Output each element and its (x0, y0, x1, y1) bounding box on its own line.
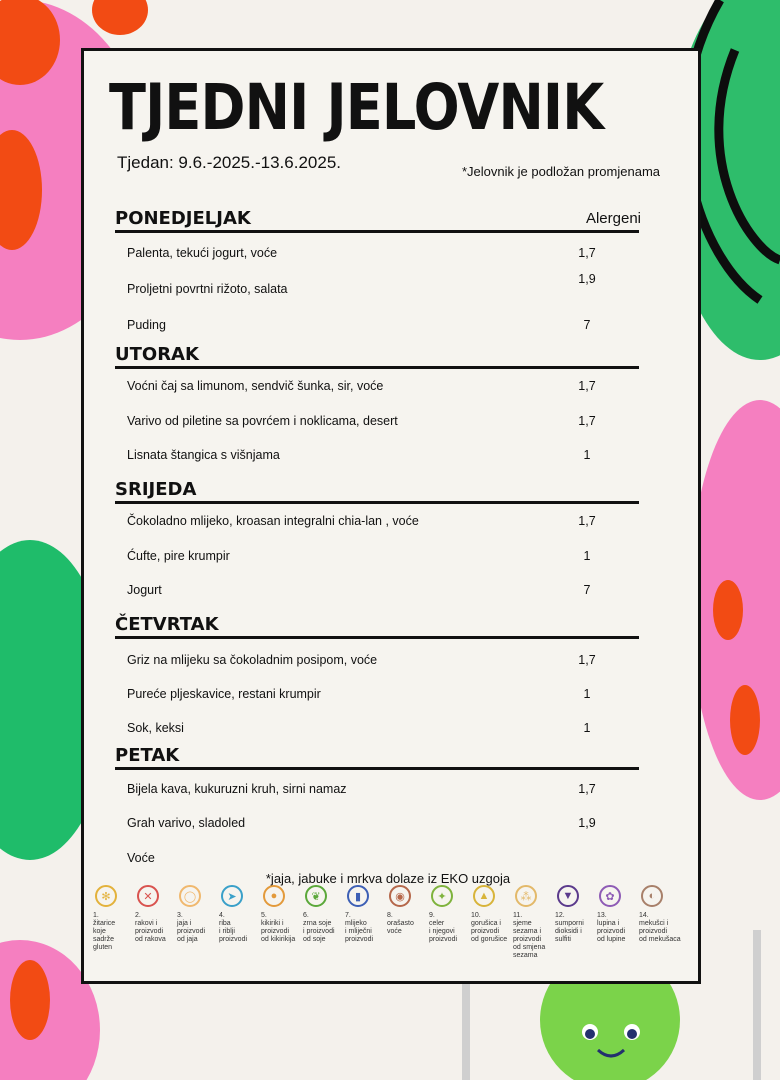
allergen-legend-item (387, 885, 429, 936)
allergen-codes: 1 (583, 549, 591, 563)
allergen-legend-item (93, 885, 135, 952)
allergen-label: 14. mekušci i proizvodi od mekušaca (639, 912, 681, 943)
fish-icon: ➤ (221, 885, 243, 907)
allergen-codes: 1 (583, 721, 591, 735)
dish-name: Griz na mlijeku sa čokoladnim posipom, voće (127, 653, 378, 667)
lupin-icon: ✿ (599, 885, 621, 907)
allergen-label: 12. sumporni dioksidi i sulfiti (555, 912, 584, 943)
allergen-codes: 1,7 (578, 782, 596, 796)
allergen-codes: 1,7 (578, 514, 596, 528)
day-header-utorak (115, 344, 639, 369)
sulfite-icon: ▼ (557, 885, 579, 907)
crab-icon: ✕ (137, 885, 159, 907)
allergen-legend-item (513, 885, 555, 960)
dish-name: Ćufte, pire krumpir (127, 549, 230, 563)
allergen-codes: 1,7 (578, 379, 596, 393)
menu-item (127, 687, 617, 701)
dish-name: Palenta, tekući jogurt, voće (127, 246, 278, 260)
dish-name: Voćni čaj sa limunom, sendvič šunka, sir, voće (127, 379, 384, 393)
day-header-petak (115, 745, 639, 770)
day-name: PETAK (115, 745, 180, 766)
allergen-label: 5. kikiriki i proizvodi od kikirikija (261, 912, 296, 943)
dish-name: Varivo od piletine sa povrćem i noklicama, desert (127, 414, 398, 428)
dish-name: Čokoladno mlijeko, kroasan integralni chia-lan , voće (127, 514, 419, 528)
wheat-icon: ✻ (95, 885, 117, 907)
day-name: SRIJEDA (115, 479, 197, 500)
dish-name: Bijela kava, kukuruzni kruh, sirni namaz (127, 782, 347, 796)
allergen-label: 4. riba i riblji proizvodi (219, 912, 248, 943)
change-note: *Jelovnik je podložan promjenama (462, 164, 661, 179)
allergen-legend-item (639, 885, 681, 944)
day-header-ponedjeljak (115, 208, 639, 233)
allergen-codes: 1 (583, 687, 591, 701)
allergen-legend-item (219, 885, 261, 944)
menu-item (127, 721, 617, 735)
allergen-label: 2. rakovi i proizvodi od rakova (135, 912, 166, 943)
allergen-codes: 1,9 (578, 272, 596, 286)
nut-icon: ◉ (389, 885, 411, 907)
allergens-column-header: Alergeni (585, 210, 641, 227)
sesame-icon: ⁂ (515, 885, 537, 907)
allergen-label: 1. žitarice koje sadrže gluten (93, 912, 116, 951)
day-name: PONEDJELJAK (115, 208, 251, 229)
menu-item (127, 816, 617, 830)
dish-name: Voće (127, 851, 155, 865)
allergen-label: 13. lupina i proizvodi od lupine (597, 912, 626, 943)
day-header-srijeda (115, 479, 639, 504)
allergen-label: 10. gorušica i proizvodi od gorušice (471, 912, 508, 943)
week-range: Tjedan: 9.6.-2025.-13.6.2025. (117, 153, 341, 172)
day-name: ČETVRTAK (115, 614, 219, 635)
milk-icon: ▮ (347, 885, 369, 907)
allergen-legend-item (177, 885, 219, 944)
day-name: UTORAK (115, 344, 199, 365)
menu-item (127, 653, 617, 667)
menu-item (127, 514, 617, 528)
dish-name: Puding (127, 318, 166, 332)
allergen-codes: 7 (583, 583, 591, 597)
dish-name: Grah varivo, sladoled (127, 816, 246, 830)
menu-card (81, 48, 701, 984)
mustard-icon: ▲ (473, 885, 495, 907)
allergen-codes: 7 (583, 318, 591, 332)
menu-item (127, 782, 617, 796)
page-title: TJEDNI JELOVNIK (109, 71, 604, 144)
menu-item (127, 414, 617, 428)
allergen-codes: 1,7 (578, 653, 596, 667)
menu-item (127, 851, 617, 865)
allergen-label: 11. sjeme sezama i proizvodi od smjena sezama (513, 912, 546, 959)
allergen-legend-item (261, 885, 303, 944)
menu-item (127, 318, 617, 332)
allergen-legend-item (303, 885, 345, 944)
allergen-legend-item (345, 885, 387, 944)
allergen-codes: 1,9 (578, 816, 596, 830)
eko-note: *jaja, jabuke i mrkva dolaze iz EKO uzgoja (265, 871, 511, 886)
dish-name: Pureće pljeskavice, restani krumpir (127, 687, 321, 701)
dish-name: Proljetni povrtni rižoto, salata (127, 282, 288, 296)
menu-item (127, 246, 617, 260)
allergen-label: 3. jaja i proizvodi od jaja (177, 912, 206, 943)
menu-item (127, 448, 617, 462)
allergen-codes: 1 (583, 448, 591, 462)
allergen-legend-item (597, 885, 639, 944)
allergen-label: 7. mlijeko i mliječni proizvodi (345, 912, 374, 943)
allergen-label: 6. zrna soje i proizvodi od soje (303, 912, 335, 943)
peanut-icon: ● (263, 885, 285, 907)
allergen-legend (93, 885, 693, 975)
allergen-label: 8. orašasto voće (387, 912, 414, 935)
allergen-legend-item (471, 885, 513, 944)
menu-item (127, 549, 617, 563)
allergen-codes: 1,7 (578, 246, 596, 260)
day-header-cetvrtak (115, 614, 639, 639)
egg-icon: ◯ (179, 885, 201, 907)
mollusc-icon: ◐ (641, 885, 663, 907)
allergen-label: 9. celer i njegovi proizvodi (429, 912, 458, 943)
celery-icon: ✦ (431, 885, 453, 907)
allergen-legend-item (429, 885, 471, 944)
dish-name: Jogurt (127, 583, 162, 597)
dish-name: Lisnata štangica s višnjama (127, 448, 280, 462)
allergen-codes: 1,7 (578, 414, 596, 428)
menu-item (127, 272, 617, 296)
dish-name: Sok, keksi (127, 721, 184, 735)
menu-item (127, 583, 617, 597)
menu-item (127, 379, 617, 393)
soy-icon: ❦ (305, 885, 327, 907)
allergen-legend-item (135, 885, 177, 944)
allergen-legend-item (555, 885, 597, 944)
